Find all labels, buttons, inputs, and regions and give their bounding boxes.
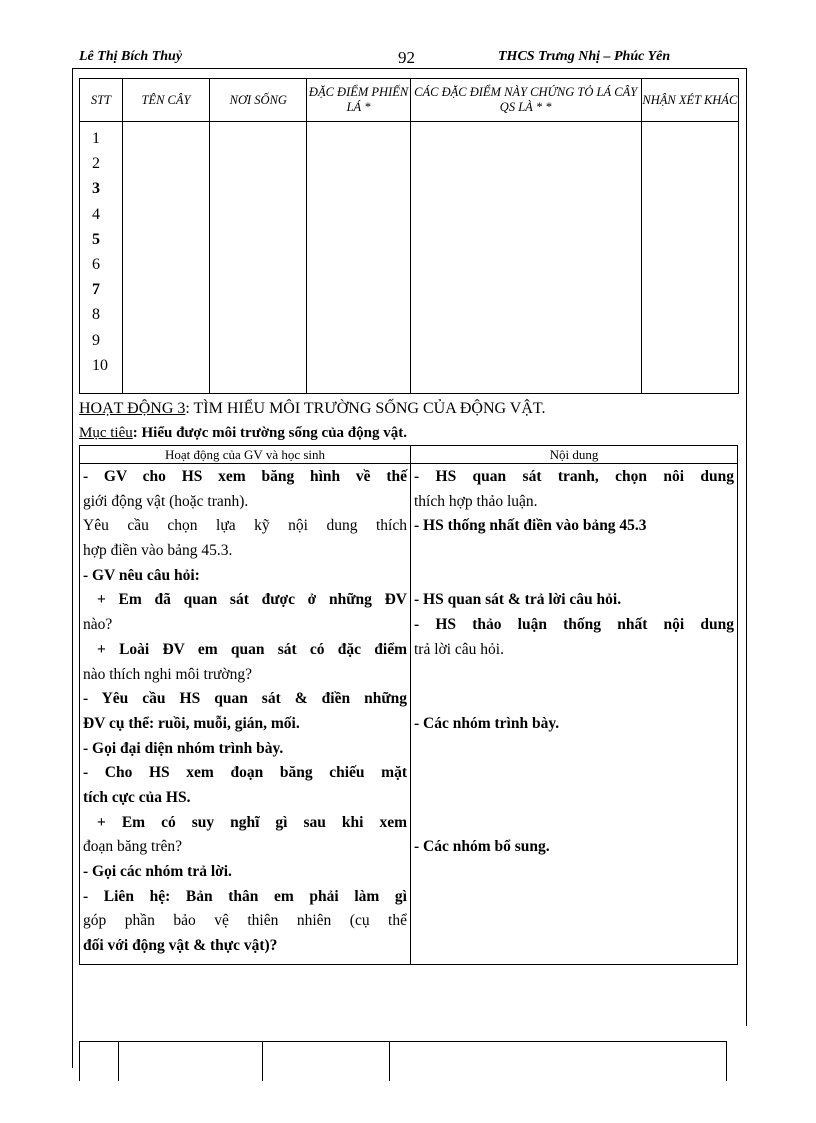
right-gap-6 (414, 761, 734, 786)
next-table-row (80, 1042, 727, 1082)
right-line-8: - Các nhóm bổ sung. (414, 838, 550, 856)
page-frame-right (746, 68, 747, 1026)
left-line-18: - Liên hệ: Bản thân em phải làm gì (83, 887, 407, 905)
left-line-5: - GV nêu câu hỏi: (83, 566, 200, 584)
activity3-goal (79, 425, 407, 442)
activity3-heading (79, 400, 546, 418)
next-col-4 (390, 1042, 727, 1082)
col-ten-cay: TÊN CÂY (122, 79, 209, 122)
right-gap-4 (414, 687, 734, 712)
plant-table-body-row (80, 122, 739, 394)
right-gap-3 (414, 663, 734, 688)
content-cell (411, 464, 738, 965)
left-line-11: ĐV cụ thể: ruồi, muỗi, gián, mối. (83, 714, 300, 732)
header-school: THCS Trưng Nhị – Phúc Yên (498, 49, 671, 64)
stt-5: 5 (92, 230, 100, 248)
right-gap-8 (414, 811, 734, 836)
left-line-19: góp phần bảo vệ thiên nhiên (cụ thể (83, 912, 407, 930)
left-line-10: - Yêu cầu HS quan sát & điền những (83, 690, 407, 708)
activity-table-body-row (80, 464, 738, 965)
ten-cay-cell (122, 122, 209, 394)
next-col-3 (263, 1042, 390, 1082)
stt-7: 7 (92, 281, 100, 299)
right-line-3: - HS thống nhất điền vào bảng 45.3 (414, 517, 647, 535)
next-col-1 (80, 1042, 119, 1082)
stt-10: 10 (92, 356, 108, 374)
left-line-12: - Gọi đại diện nhóm trình bày. (83, 739, 284, 757)
right-gap-1 (414, 539, 734, 564)
right-line-1: - HS quan sát tranh, chọn nôi dung (414, 468, 734, 485)
left-line-7: nào? (83, 616, 113, 634)
left-line-20: đối với động vật & thực vật)? (83, 937, 278, 955)
stt-8: 8 (92, 306, 100, 324)
right-line-7: - Các nhóm trình bày. (414, 714, 560, 732)
col-noi-song: NƠI SỐNG (210, 79, 307, 122)
stt-list (80, 122, 122, 378)
phien-la-cell (307, 122, 410, 394)
plant-table-header-row (80, 79, 739, 122)
left-line-3: Yêu cầu chọn lựa kỹ nội dung thích (83, 517, 407, 535)
col-nhan-xet-khac: NHẬN XÉT KHÁC (641, 79, 738, 122)
goal-label: Mục tiêu (79, 425, 133, 441)
stt-2: 2 (92, 155, 100, 173)
plant-observation-table (79, 78, 739, 394)
left-line-13: - Cho HS xem đoạn băng chiếu mặt (83, 764, 407, 782)
col-stt: STT (80, 79, 123, 122)
left-line-8: + Loài ĐV em quan sát có đặc điểm (97, 640, 407, 658)
nhan-xet-cell (641, 122, 738, 394)
right-line-4: - HS quan sát & trả lời câu hỏi. (414, 591, 622, 609)
left-line-9: nào thích nghi môi trường? (83, 665, 252, 683)
activity3-label: HOẠT ĐỘNG 3 (79, 400, 186, 417)
activity3-title: : TÌM HIỂU MÔI TRƯỜNG SỐNG CỦA ĐỘNG VẬT. (185, 400, 546, 417)
stt-4: 4 (92, 205, 100, 223)
left-line-14: tích cực của HS. (83, 788, 191, 806)
left-line-16: đoạn băng trên? (83, 838, 182, 856)
header-content: Nội dung (411, 446, 738, 464)
stt-1: 1 (92, 130, 100, 147)
stt-cell (80, 122, 123, 394)
right-gap-5 (414, 737, 734, 762)
left-line-1: - GV cho HS xem băng hình về thế (83, 468, 407, 485)
col-dac-diem-phien-la: ĐẶC ĐIỂM PHIẾN LÁ * (307, 79, 410, 122)
next-table-fragment (79, 1041, 727, 1081)
activity-table-header-row (80, 446, 738, 464)
activity-table (79, 445, 738, 965)
right-line-6: trả lời câu hỏi. (414, 640, 504, 658)
right-gap-2 (414, 564, 734, 589)
stt-3: 3 (92, 180, 100, 198)
left-line-2: giới động vật (hoặc tranh). (83, 492, 249, 510)
col-cac-dac-diem: CÁC ĐẶC ĐIỂM NÀY CHỨNG TỎ LÁ CÂY QS LÀ * * (410, 79, 641, 122)
page-frame-top (72, 68, 747, 69)
right-line-5: - HS thảo luận thống nhất nội dung (414, 616, 734, 634)
page-number: 92 (398, 48, 415, 67)
stt-6: 6 (92, 256, 100, 274)
left-line-15: + Em có suy nghĩ gì sau khi xem (97, 813, 407, 831)
header-author: Lê Thị Bích Thuỷ (79, 49, 183, 64)
right-line-2: thích hợp thảo luận. (414, 492, 538, 510)
right-gap-7 (414, 786, 734, 811)
dac-diem-cell (410, 122, 641, 394)
noi-song-cell (210, 122, 307, 394)
teacher-student-cell (80, 464, 411, 965)
header-teacher-student: Hoạt động của GV và học sinh (80, 446, 411, 464)
stt-9: 9 (92, 331, 100, 349)
left-line-4: hợp điền vào bảng 45.3. (83, 542, 233, 560)
next-col-2 (119, 1042, 263, 1082)
left-line-6: + Em đã quan sát được ở những ĐV (97, 591, 407, 609)
left-line-17: - Gọi các nhóm trả lời. (83, 863, 232, 880)
goal-text: : Hiểu được môi trường sống của động vật. (132, 425, 407, 441)
page-frame-left (72, 68, 73, 1068)
